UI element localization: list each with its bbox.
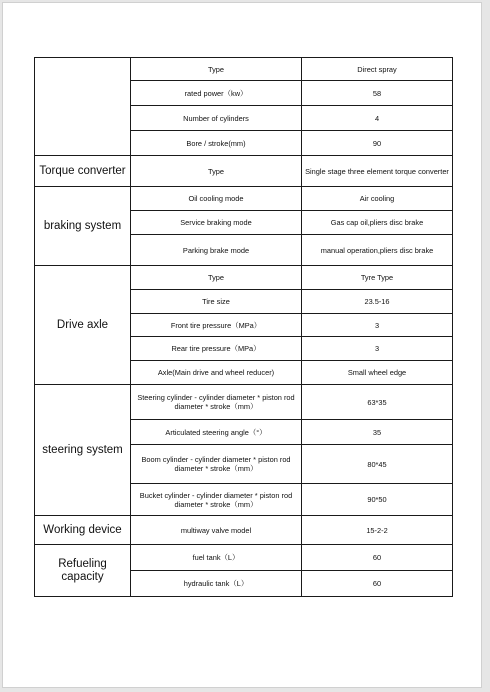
item-cell: Parking brake mode: [131, 235, 302, 266]
value-cell: 3: [302, 337, 453, 361]
table-row: [35, 58, 453, 81]
item-cell: Rear tire pressure（MPa）: [131, 337, 302, 361]
item-cell: Oil cooling mode: [131, 187, 302, 211]
value-cell: 60: [302, 545, 453, 571]
item-cell: Bucket cylinder - cylinder diameter * piston rod diameter * stroke（mm）: [131, 484, 302, 516]
item-cell: Tire size: [131, 290, 302, 314]
item-cell: rated power（kw）: [131, 81, 302, 106]
specification-table: [34, 57, 453, 597]
item-cell: hydraulic tank（L）: [131, 571, 302, 597]
table-row: [35, 516, 453, 545]
value-cell: Single stage three element torque converter: [302, 156, 453, 187]
group-cell-torque-converter: Torque converter: [35, 156, 131, 187]
value-cell: Tyre Type: [302, 266, 453, 290]
item-cell: multiway valve model: [131, 516, 302, 545]
table-row: [35, 385, 453, 420]
value-cell: 63*35: [302, 385, 453, 420]
item-cell: Boom cylinder - cylinder diameter * piston rod diameter * stroke（mm）: [131, 445, 302, 484]
value-cell: Small wheel edge: [302, 361, 453, 385]
value-cell: 4: [302, 106, 453, 131]
value-cell: 90: [302, 131, 453, 156]
item-cell: Steering cylinder - cylinder diameter * piston rod diameter * stroke（mm）: [131, 385, 302, 420]
value-cell: 80*45: [302, 445, 453, 484]
table-row: [35, 266, 453, 290]
item-cell: Bore / stroke(mm): [131, 131, 302, 156]
table-row: [35, 545, 453, 571]
item-cell: Front tire pressure（MPa）: [131, 314, 302, 337]
value-cell: manual operation,pliers disc brake: [302, 235, 453, 266]
group-cell-engine: [35, 58, 131, 156]
item-cell: Service braking mode: [131, 211, 302, 235]
value-cell: 23.5-16: [302, 290, 453, 314]
value-cell: 35: [302, 420, 453, 445]
value-cell: 3: [302, 314, 453, 337]
item-cell: Type: [131, 156, 302, 187]
item-cell: fuel tank（L）: [131, 545, 302, 571]
group-cell-refueling-capacity: Refueling capacity: [35, 545, 131, 597]
item-cell: Type: [131, 58, 302, 81]
value-cell: Direct spray: [302, 58, 453, 81]
item-cell: Axle(Main drive and wheel reducer): [131, 361, 302, 385]
group-cell-braking-system: braking system: [35, 187, 131, 266]
table-row: [35, 187, 453, 211]
group-cell-working-device: Working device: [35, 516, 131, 545]
group-cell-steering-system: steering system: [35, 385, 131, 516]
item-cell: Type: [131, 266, 302, 290]
value-cell: 15-2-2: [302, 516, 453, 545]
item-cell: Number of cylinders: [131, 106, 302, 131]
value-cell: Gas cap oil,pliers disc brake: [302, 211, 453, 235]
value-cell: 60: [302, 571, 453, 597]
table-row: [35, 156, 453, 187]
value-cell: 58: [302, 81, 453, 106]
group-cell-drive-axle: Drive axle: [35, 266, 131, 385]
value-cell: Air cooling: [302, 187, 453, 211]
value-cell: 90*50: [302, 484, 453, 516]
item-cell: Articulated steering angle（°）: [131, 420, 302, 445]
